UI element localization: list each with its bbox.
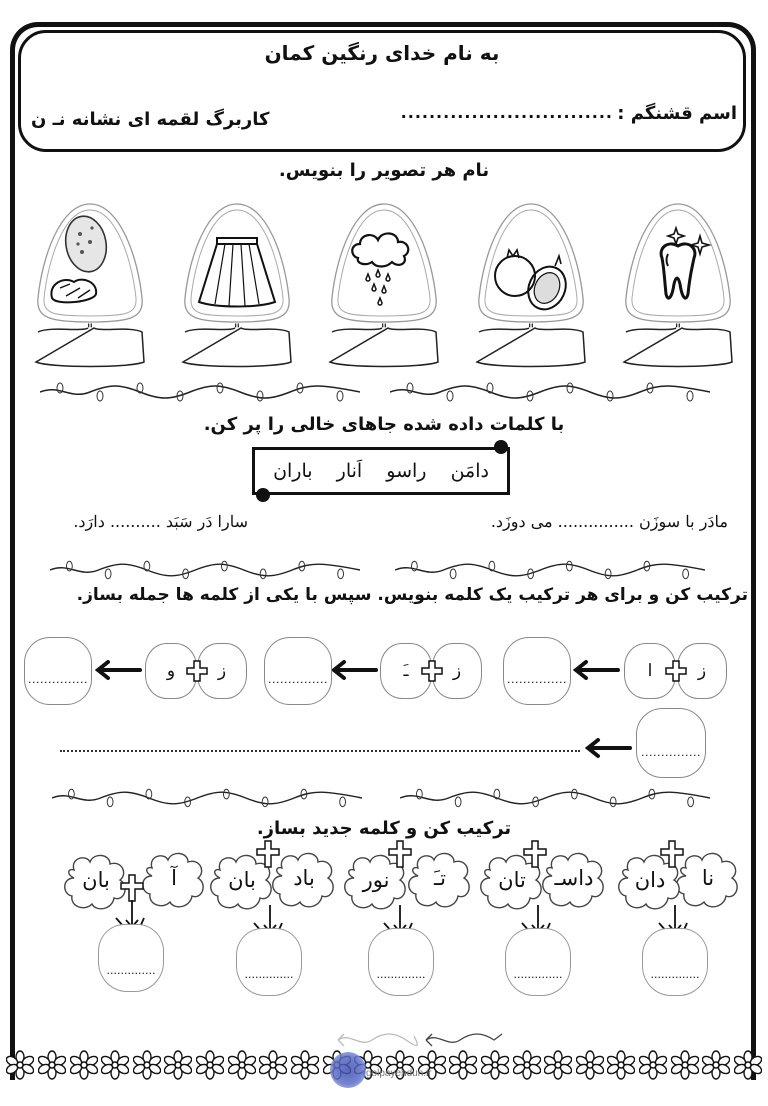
pictures-row xyxy=(22,198,746,373)
vine-divider xyxy=(40,382,360,402)
svg-text:": " xyxy=(233,322,241,338)
arrow-left-icon xyxy=(330,659,378,681)
letter-bubble: ز xyxy=(677,643,727,699)
watermark-text: golpayehdun.ir xyxy=(366,1068,432,1079)
picture-card-rain xyxy=(324,198,444,373)
svg-text:": " xyxy=(674,322,682,338)
name-label: اسم قشنگم : xyxy=(617,103,737,124)
flower-icon xyxy=(544,1050,572,1080)
vine-divider xyxy=(395,560,705,580)
flower-icon xyxy=(639,1050,667,1080)
flower-icon xyxy=(6,1050,34,1080)
plus-icon xyxy=(256,840,280,868)
flower-icon xyxy=(259,1050,287,1080)
rain-cloud-icon xyxy=(352,233,408,305)
pomegranate-icon xyxy=(495,250,573,316)
picture-card-skirt xyxy=(177,198,297,373)
vowel-bubble: ا xyxy=(624,643,676,699)
flower-icon xyxy=(101,1050,129,1080)
syllable-first: باد xyxy=(293,866,315,890)
vine-divider xyxy=(52,788,362,808)
flower-icon xyxy=(513,1050,541,1080)
picture-card-bread xyxy=(30,198,150,373)
tooth-icon xyxy=(661,228,709,298)
syllable-first: آ xyxy=(171,866,177,890)
watermark-logo xyxy=(330,1052,366,1088)
syllable-first: داسـ xyxy=(554,866,594,890)
plus-icon xyxy=(523,840,547,868)
squiggle-arrows-icon xyxy=(330,1030,510,1050)
answer-bubble[interactable]: ............... xyxy=(264,637,332,705)
plus-icon xyxy=(665,660,687,682)
flower-icon xyxy=(734,1050,762,1080)
name-field[interactable]: .............................. xyxy=(400,103,613,122)
picture-card-tooth xyxy=(618,198,738,373)
plus-icon xyxy=(388,840,412,868)
flower-icon xyxy=(607,1050,635,1080)
flower-icon xyxy=(133,1050,161,1080)
word-bank-item: راسو xyxy=(386,460,427,482)
letter-bubble: ز xyxy=(197,643,247,699)
picture-card-pomegranate xyxy=(471,198,591,373)
svg-text:": " xyxy=(527,322,535,338)
sheet-title: کاربرگ لقمه ای نشانه نـ ن xyxy=(31,109,270,130)
sentence-line[interactable] xyxy=(60,738,580,752)
bread-icon xyxy=(51,213,110,302)
answer-bubble[interactable]: ............... xyxy=(24,637,92,705)
syllable-second: تان xyxy=(498,868,526,892)
vine-divider xyxy=(390,382,710,402)
answer-bubble[interactable]: ............... xyxy=(503,637,571,705)
syllable-second: نور xyxy=(362,868,390,892)
vowel-bubble: و xyxy=(145,643,197,699)
vowel-bubble: ـَ xyxy=(380,643,432,699)
svg-text:": " xyxy=(86,322,94,338)
arrow-left-icon xyxy=(572,659,620,681)
header-title: به نام خدای رنگین کمان xyxy=(264,41,500,65)
section4-instruction: ترکیب کن و کلمه جدید بساز. xyxy=(256,818,512,839)
flower-icon xyxy=(576,1050,604,1080)
word-bank-item: باران xyxy=(273,460,313,482)
answer-pot[interactable]: .............. xyxy=(642,928,708,996)
plus-icon xyxy=(186,660,208,682)
syllable-second: بان xyxy=(82,868,110,892)
word-bank xyxy=(252,447,510,495)
answer-pot[interactable]: .............. xyxy=(505,928,571,996)
answer-pot[interactable]: .............. xyxy=(368,928,434,996)
vine-divider xyxy=(400,788,710,808)
syllable-second: دان xyxy=(634,868,666,892)
plus-icon xyxy=(120,874,144,902)
section2-instruction: با کلمات داده شده جاهای خالی را پر کن. xyxy=(203,414,565,435)
syllable-first: نا xyxy=(701,866,715,890)
answer-pot[interactable]: .............. xyxy=(236,928,302,996)
fill-sentence-2[interactable]: سارا دَر سَبَد .......... دارَد. xyxy=(73,512,248,531)
flower-icon xyxy=(196,1050,224,1080)
fill-sentence-1[interactable]: مادَر با سوزَن ............... می دوزَد. xyxy=(490,512,728,531)
plus-icon xyxy=(660,840,684,868)
letter-bubble: ز xyxy=(432,643,482,699)
flower-icon xyxy=(164,1050,192,1080)
header-box xyxy=(18,30,746,152)
word-bank-item: دامَن xyxy=(450,460,489,482)
arrow-left-icon xyxy=(584,737,632,759)
flower-icon xyxy=(291,1050,319,1080)
flower-icon xyxy=(70,1050,98,1080)
vine-divider xyxy=(50,560,360,580)
pin-dot xyxy=(256,488,270,502)
flower-icon xyxy=(481,1050,509,1080)
answer-pot[interactable]: .............. xyxy=(98,924,164,992)
flower-icon xyxy=(228,1050,256,1080)
flower-icon xyxy=(449,1050,477,1080)
svg-text:": " xyxy=(380,322,388,338)
arrow-left-icon xyxy=(94,659,142,681)
flower-icon xyxy=(702,1050,730,1080)
pin-dot xyxy=(494,440,508,454)
flower-icon xyxy=(671,1050,699,1080)
flower-icon xyxy=(38,1050,66,1080)
section3-instruction: ترکیب کن و برای هر ترکیب یک کلمه بنویس. سپس با یکی از کلمه ها جمله بساز. xyxy=(76,585,748,605)
sentence-word-bubble[interactable]: ............... xyxy=(636,708,706,778)
syllable-second: بان xyxy=(228,868,256,892)
syllable-first: تـَ xyxy=(434,866,446,890)
word-bank-item: اَنار xyxy=(336,460,363,482)
section1-instruction: نام هر تصویر را بنویس. xyxy=(278,160,490,181)
plus-icon xyxy=(421,660,443,682)
skirt-icon xyxy=(199,238,275,307)
